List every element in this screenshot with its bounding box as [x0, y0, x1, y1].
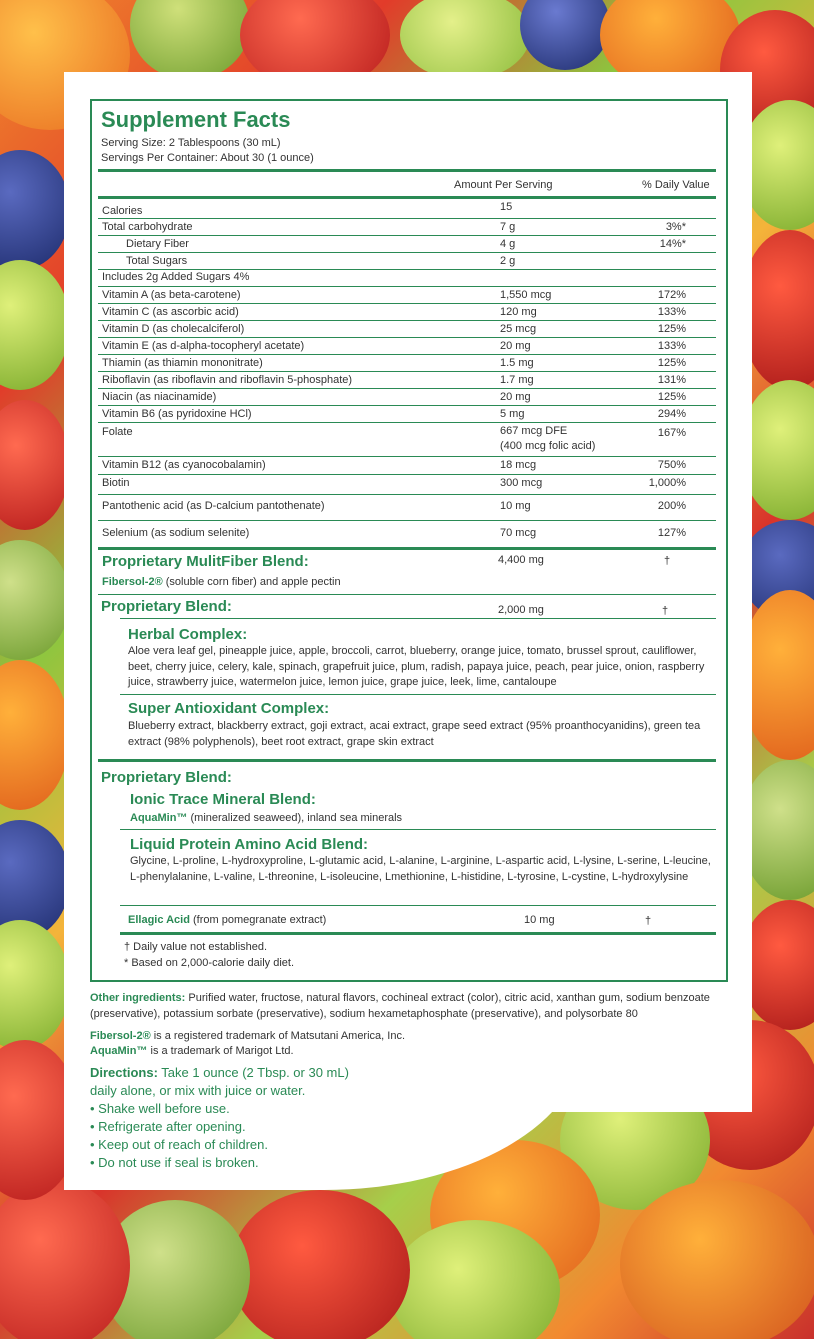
direction-bullet: • Do not use if seal is broken.	[90, 1155, 259, 1170]
directions-line1: Directions: Take 1 ounce (2 Tbsp. or 30 mL)	[90, 1065, 349, 1080]
amino-acid-text: Glycine, L-proline, L-hydroxyproline, L-glutamic acid, L-alanine, L-arginine, L-aspartic acid, L-lysine, L-serine, L-leucine, L-phenylalanine, L-valine, L-threonine, L-isoleucine, Lmethionine, L-histidine, L-tyrosine, L-cystine, L-hydroxylysine	[130, 855, 711, 883]
divider	[120, 905, 716, 906]
other-ingredients: Other ingredients: Purified water, fructose, natural flavors, cochineal extract (color), citric acid, xanthan gum, sodium benzoate (preservative), potassium sorbate (preservative), sodium hexametaphosphate (preservative), and polysorbate 80	[90, 992, 710, 1020]
trademark-fibersol: Fibersol-2® is a registered trademark of Matsutani America, Inc.	[90, 1030, 405, 1042]
supplement-facts-box	[90, 99, 728, 982]
divider-thick	[98, 196, 716, 199]
multifiber-dv: †	[664, 555, 671, 567]
ellagic-acid-dv: †	[645, 915, 652, 927]
nutrient-row-folate: Folate 667 mcg DFE (400 mcg folic acid) 167%	[98, 423, 716, 457]
footnote-star: * Based on 2,000-calorie daily diet.	[124, 957, 294, 969]
multifiber-title: Proprietary MulitFiber Blend:	[102, 553, 309, 570]
ellagic-acid-row: Ellagic Acid (from pomegranate extract)	[128, 914, 327, 926]
servings-per-container: Servings Per Container: About 30 (1 ounce)	[101, 152, 314, 164]
direction-bullet: • Keep out of reach of children.	[90, 1137, 268, 1152]
nutrient-row: Biotin 300 mcg 1,000%	[98, 475, 716, 495]
nutrient-row: Niacin (as niacinamide) 20 mg 125%	[98, 389, 716, 406]
nutrient-row: Vitamin D (as cholecalciferol) 25 mcg 125%	[98, 321, 716, 338]
header-amount: Amount Per Serving	[454, 179, 553, 191]
footnote-dagger: † Daily value not established.	[124, 941, 268, 953]
nutrient-row: Vitamin C (as ascorbic acid) 120 mg 133%	[98, 304, 716, 321]
divider-thick	[120, 932, 716, 935]
blend2-title: Proprietary Blend:	[101, 769, 232, 786]
antioxidant-complex-text: Blueberry extract, blackberry extract, goji extract, acai extract, grape seed extract (95% proanthocyanidins), green tea extract (98% polyphenols), beet root extract, grape skin extract	[128, 720, 701, 748]
direction-bullet: • Shake well before use.	[90, 1101, 230, 1116]
trademark-aquamin: AquaMin™ is a trademark of Marigot Ltd.	[90, 1045, 294, 1057]
nutrient-row: Riboflavin (as riboflavin and riboflavin 5-phosphate) 1.7 mg 131%	[98, 372, 716, 389]
blend1-amount: 2,000 mg	[498, 604, 544, 616]
divider	[120, 618, 716, 619]
divider-thick	[98, 169, 716, 172]
divider	[120, 829, 716, 830]
nutrient-row-calories: Calories 15	[98, 201, 716, 219]
ionic-mineral-title: Ionic Trace Mineral Blend:	[130, 791, 316, 808]
divider	[120, 694, 716, 695]
ionic-mineral-text: AquaMin™ (mineralized seaweed), inland sea minerals	[130, 812, 403, 824]
header-daily-value: % Daily Value	[642, 179, 710, 191]
divider	[98, 594, 716, 595]
nutrient-row: Selenium (as sodium selenite) 70 mcg 127%	[102, 527, 686, 539]
multifiber-ingredients: Fibersol-2® (soluble corn fiber) and apple pectin	[102, 576, 341, 588]
direction-bullet: • Refrigerate after opening.	[90, 1119, 246, 1134]
nutrient-row: Total carbohydrate 7 g 3%*	[98, 219, 716, 236]
nutrient-row: Vitamin A (as beta-carotene) 1,550 mcg 172%	[98, 287, 716, 304]
directions-line2: daily alone, or mix with juice or water.	[90, 1083, 306, 1098]
nutrient-row: Total Sugars 2 g	[98, 253, 716, 270]
facts-title: Supplement Facts	[101, 107, 291, 132]
antioxidant-complex-title: Super Antioxidant Complex:	[128, 700, 330, 717]
herbal-complex-title: Herbal Complex:	[128, 626, 248, 643]
divider-thick	[98, 547, 716, 550]
divider-thick	[98, 759, 716, 762]
nutrient-row: Vitamin E (as d-alpha-tocopheryl acetate) 20 mg 133%	[98, 338, 716, 355]
amino-acid-title: Liquid Protein Amino Acid Blend:	[130, 836, 369, 853]
blend1-dv: †	[662, 605, 669, 617]
serving-size: Serving Size: 2 Tablespoons (30 mL)	[101, 137, 281, 149]
nutrient-row: Thiamin (as thiamin mononitrate) 1.5 mg 125%	[98, 355, 716, 372]
blend1-title: Proprietary Blend:	[101, 598, 232, 615]
nutrient-row: Includes 2g Added Sugars 4%	[98, 270, 716, 287]
ellagic-acid-amount: 10 mg	[524, 914, 555, 926]
nutrient-row: Dietary Fiber 4 g 14%*	[98, 236, 716, 253]
nutrient-row: Vitamin B12 (as cyanocobalamin) 18 mcg 750%	[98, 457, 716, 475]
nutrient-row: Pantothenic acid (as D-calcium pantothenate) 10 mg 200%	[98, 495, 716, 521]
herbal-complex-text: Aloe vera leaf gel, pineapple juice, apple, broccoli, carrot, blueberry, orange juice, tomato, brussel sprout, cauliflower, beet, cherry juice, celery, kale, spinach, grapefruit juice, plum, radish, papaya juice, peach, pear juice, onion, raspberry juice, strawberry juice, watermelon juice, lemon juice, grape juice, leek, lime, cantaloupe	[128, 645, 705, 688]
nutrient-row: Vitamin B6 (as pyridoxine HCl) 5 mg 294%	[98, 406, 716, 423]
multifiber-amount: 4,400 mg	[498, 554, 544, 566]
